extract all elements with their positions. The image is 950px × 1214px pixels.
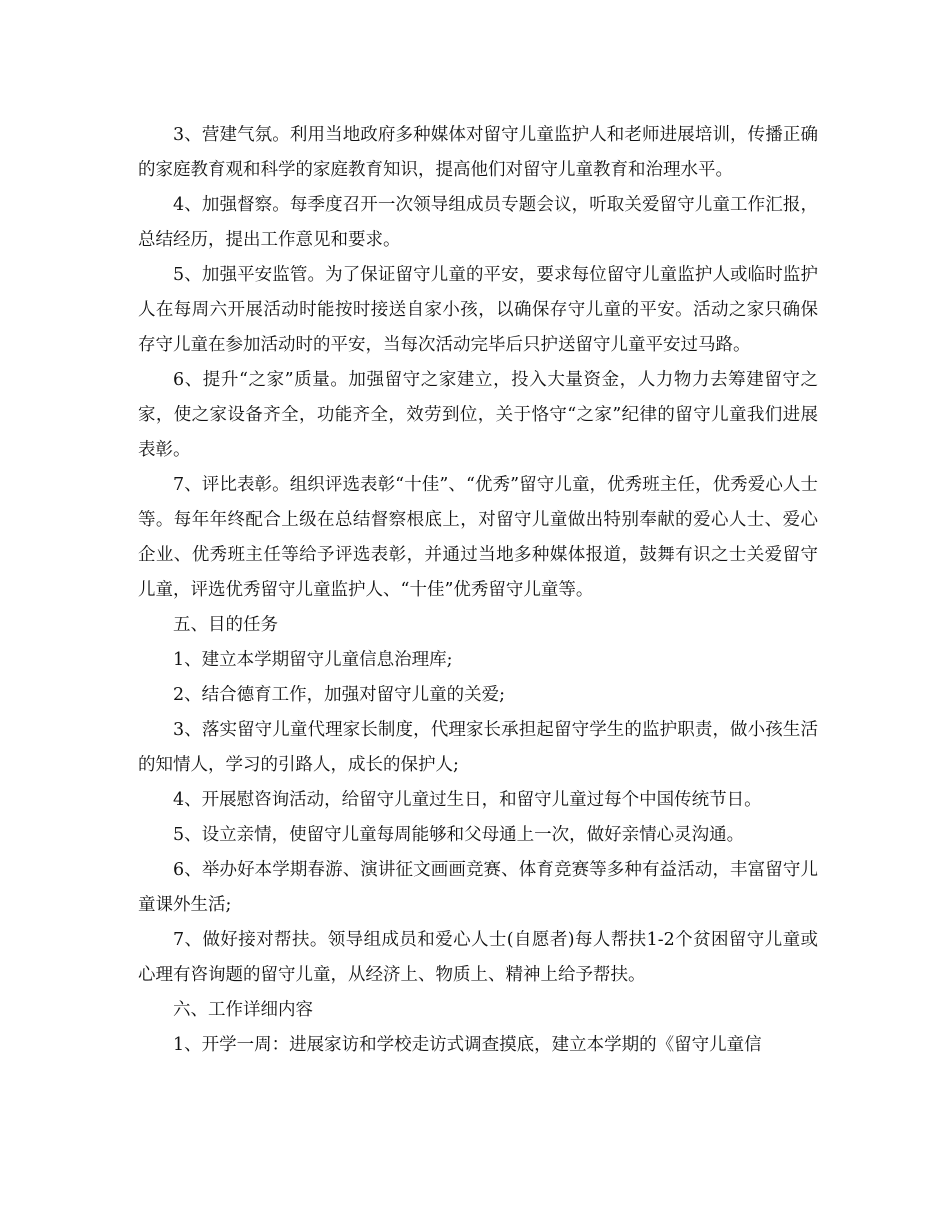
section-heading-work-details: 六、工作详细内容 bbox=[173, 1000, 313, 1020]
goal-item-2: 2、结合德育工作，加强对留守儿童的关爱; bbox=[173, 685, 506, 705]
goal-item-5: 5、设立亲情，使留守儿童每周能够和父母通上一次，做好亲情心灵沟通。 bbox=[173, 825, 745, 845]
paragraph-5-safety: 5、加强平安监管。为了保证留守儿童的平安，要求每位留守儿童监护人或临时监护人在每周六开展活动时能按时接送自家小孩，以确保存守儿童的平安。活动之家只确保存守儿童在参加活动时的平安，当每次活动完毕后只护送留守儿童平安过马路。 bbox=[138, 265, 818, 355]
section-heading-goals: 五、目的任务 bbox=[173, 615, 278, 635]
paragraph-7-commendation: 7、评比表彰。组织评选表彰“十佳”、“优秀”留守儿童，优秀班主任，优秀爱心人士等。每年年终配合上级在总结督察根底上，对留守儿童做出特别奉献的爱心人士、爱心企业、优秀班主任等给予评选表彰，并通过当地多种媒体报道，鼓舞有识之士关爱留守儿童，评选优秀留守儿童监护人、“十佳”优秀留守儿童等。 bbox=[138, 475, 818, 600]
document-body bbox=[138, 118, 818, 1063]
goal-item-3: 3、落实留守儿童代理家长制度，代理家长承担起留守学生的监护职责，做小孩生活的知情人，学习的引路人，成长的保护人; bbox=[138, 720, 818, 775]
work-detail-item-1: 1、开学一周：进展家访和学校走访式调查摸底，建立本学期的《留守儿童信 bbox=[173, 1035, 762, 1055]
goal-item-7: 7、做好接对帮扶。领导组成员和爱心人士(自愿者)每人帮扶1-2个贫困留守儿童或心理有咨询题的留守儿童，从经济上、物质上、精神上给予帮扶。 bbox=[138, 930, 818, 985]
goal-item-6: 6、举办好本学期春游、演讲征文画画竞赛、体育竞赛等多种有益活动，丰富留守儿童课外生活; bbox=[138, 860, 818, 915]
paragraph-3-atmosphere: 3、营建气氛。利用当地政府多种媒体对留守儿童监护人和老师进展培训，传播正确的家庭教育观和科学的家庭教育知识，提高他们对留守儿童教育和治理水平。 bbox=[138, 125, 818, 180]
goal-item-1: 1、建立本学期留守儿童信息治理库; bbox=[173, 650, 453, 670]
goal-item-4: 4、开展慰咨询活动，给留守儿童过生日，和留守儿童过每个中国传统节日。 bbox=[173, 790, 762, 810]
paragraph-6-home-quality: 6、提升“之家”质量。加强留守之家建立，投入大量资金，人力物力去筹建留守之家，使之家设备齐全，功能齐全，效劳到位，关于恪守“之家”纪律的留守儿童我们进展表彰。 bbox=[138, 370, 818, 460]
paragraph-4-supervision: 4、加强督察。每季度召开一次领导组成员专题会议，听取关爱留守儿童工作汇报，总结经历，提出工作意见和要求。 bbox=[138, 195, 818, 250]
